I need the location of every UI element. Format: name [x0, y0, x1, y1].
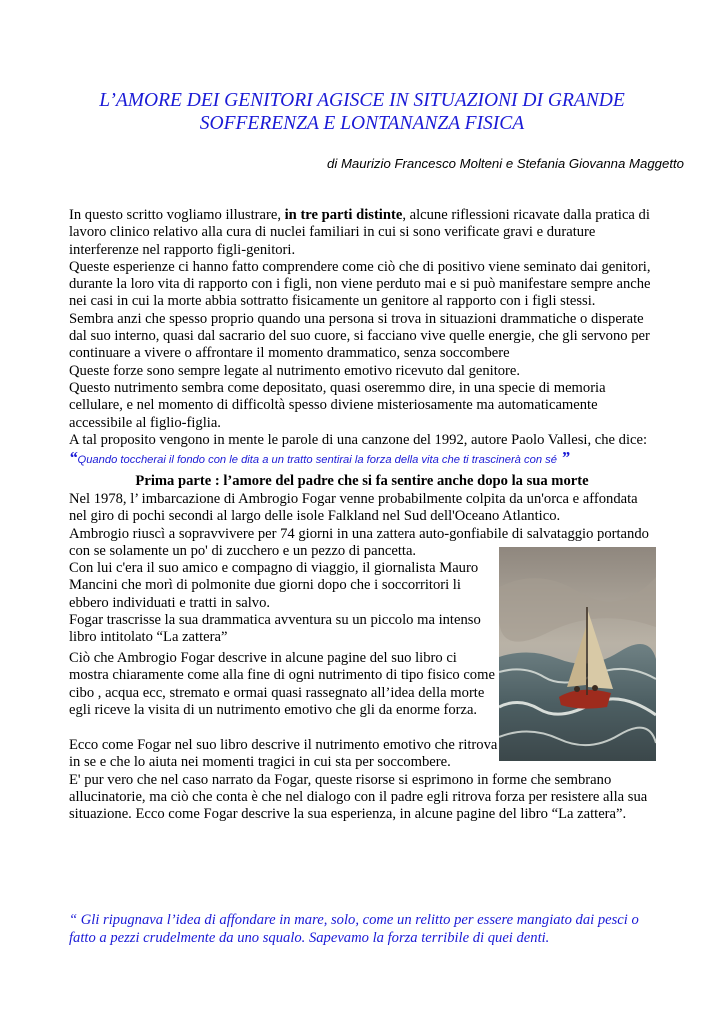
intro-text: , alcune riflessioni ricavate dalla pratica di [402, 207, 650, 223]
title-line-1: L’AMORE DEI GENITORI AGISCE IN SITUAZIONI DI GRANDE [99, 90, 625, 111]
body-line: mostra chiaramente come alla fine di ogni nutrimento di tipo fisico come [69, 667, 495, 684]
quote-open-mark: “ [69, 448, 78, 468]
intro-line: Sembra anzi che spesso proprio quando una persona si trova in situazioni drammatiche o disperate [69, 310, 644, 327]
intro-line: continuare a vivere o affrontare il momento drammatico, senza soccombere [69, 345, 510, 362]
document-title [0, 89, 724, 135]
authors-line: di Maurizio Francesco Molteni e Stefania Giovanna Maggetto [327, 156, 684, 171]
body-line: nel giro di pochi secondi al largo delle isole Falkland nel Sud dell'Oceano Atlantico. [69, 508, 561, 525]
intro-text: In questo scritto vogliamo illustrare, [69, 207, 285, 223]
intro-line: Queste esperienze ci hanno fatto comprendere come ciò che di positivo viene seminato dai genitori, [69, 258, 651, 275]
intro-line: lavoro clinico relativo alla cura di nuclei familiari in cui si sono verificate gravi e durature [69, 224, 596, 241]
body-line: egli riceve la visita di un nutrimento emotivo che gli da enorme forza. [69, 701, 478, 718]
intro-line: durante la loro vita di rapporto con i figli, non viene perduto mai e si può manifestare sempre anche [69, 276, 651, 293]
intro-line: dal suo interno, quasi dal sacrario del suo cuore, si facciano vive quelle energie, che gli servono per [69, 328, 650, 345]
intro-line: nei casi in cui la morte abbia sottratto fisicamente un genitore al rapporto con i figli stessi. [69, 293, 596, 310]
body-line: in se e che lo aiuta nei momenti tragici in cui sta per soccombere. [69, 754, 451, 771]
intro-paragraph [69, 207, 659, 469]
sailor [592, 685, 598, 691]
song-quote-text: Quando toccherai il fondo con le dita a un tratto sentirai la forza della vita che ti trascinerà con sé [77, 454, 557, 467]
intro-line [69, 207, 659, 224]
body-line: situazione. Ecco come Fogar descrive la sua esperienza, in alcune pagine del libro “La zattera”. [69, 806, 627, 823]
body-line: ebbero individuati e tratti in salvo. [69, 594, 271, 611]
sailor [574, 686, 580, 692]
closing-quote-line: fatto a pezzi crudelmente da uno squalo. Sapevamo la forza terribile di quei denti. [69, 930, 550, 946]
title-line-2: SOFFERENZA E LONTANANZA FISICA [199, 113, 525, 134]
body-line: cibo , acqua ecc, stremato e ormai quasi rassegnato all’idea della morte [69, 684, 485, 701]
body-line: Con lui c'era il suo amico e compagno di viaggio, il giornalista Mauro [69, 560, 479, 577]
song-quote [69, 449, 659, 469]
body-line: Nel 1978, l’ imbarcazione di Ambrogio Fogar venne probabilmente colpita da un'orca e affondata [69, 491, 638, 507]
closing-quote-line: “ Gli ripugnava l’idea di affondare in mare, solo, come un relitto per essere mangiato dai pesci o [69, 912, 639, 928]
body-line: E' pur vero che nel caso narrato da Fogar, queste risorse si esprimono in forme che sembrano [69, 771, 612, 788]
intro-line: interferenze nel rapporto figli-genitori. [69, 241, 296, 258]
boat-painting [499, 547, 656, 761]
intro-line: cellulare, e nel momento di difficoltà spesso diviene misteriosamente ma automaticamente [69, 397, 598, 414]
body-line: libro intitolato “La zattera” [69, 629, 228, 646]
closing-quote [69, 911, 659, 947]
body-line: Ecco come Fogar nel suo libro descrive il nutrimento emotivo che ritrova [69, 737, 498, 753]
intro-line: Queste forze sono sempre legate al nutrimento emotivo ricevuto dal genitore. [69, 362, 521, 379]
intro-line: accessibile al figlio-figlia. [69, 414, 221, 431]
body-line: Fogar trascrisse la sua drammatica avventura su un piccolo ma intenso [69, 612, 481, 629]
section-heading: Prima parte : l’amore del padre che si fa sentire anche dopo la sua morte [135, 473, 589, 489]
body-line: Ciò che Ambrogio Fogar descrive in alcune pagine del suo libro ci [69, 650, 457, 666]
intro-line: Questo nutrimento sembra come depositato, quasi oseremmo dire, in una specie di memoria [69, 379, 606, 396]
body-line: Mancini che morì di polmonite due giorni dopo che i soccorritori li [69, 577, 461, 594]
intro-line: A tal proposito vengono in mente le parole di una canzone del 1992, autore Paolo Vallesi, che dice: [69, 431, 648, 448]
body-line: allucinatorie, ma ciò che conta è che nel dialogo con il padre egli ritrova forza per resistere alla sua [69, 788, 648, 805]
body-line: con se solamente un po' di zucchero e un pezzo di pancetta. [69, 542, 417, 559]
body-line: Ambrogio riuscì a sopravvivere per 74 giorni in una zattera auto-gonfiabile di salvataggio portando [69, 525, 649, 542]
intro-bold-text: in tre parti distinte [284, 207, 403, 223]
quote-close-mark: ” [556, 448, 570, 468]
